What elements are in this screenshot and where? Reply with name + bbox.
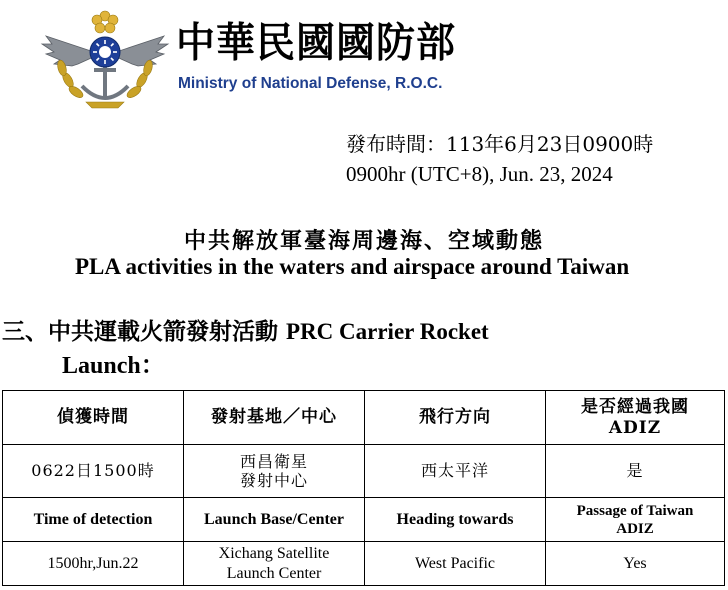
- table-cell-line: 西昌衛星: [239, 451, 308, 471]
- section-title-en-line1: PRC Carrier Rocket: [286, 319, 489, 344]
- org-name-en: Ministry of National Defense, R.O.C.: [178, 75, 443, 92]
- section-title-zh: 中共運載火箭發射活動: [48, 318, 278, 345]
- section-heading: [2, 313, 489, 346]
- table-row: [3, 542, 725, 586]
- table-cell: West Pacific: [365, 542, 546, 586]
- table-cell: [184, 445, 365, 498]
- table-cell: Yes: [546, 542, 725, 586]
- table-cell: [184, 542, 365, 586]
- table-cell-line: 發射中心: [239, 471, 308, 490]
- header-cell-line: 是否經過我國: [581, 397, 689, 418]
- header-cell: Heading towards: [365, 498, 546, 542]
- table-row: [3, 445, 725, 498]
- section-prefix: 三、: [2, 318, 48, 345]
- release-date-zh: 發布時間：113年6月23日0900時: [346, 132, 654, 156]
- mnd-emblem-icon: [38, 6, 172, 112]
- table-row: [3, 391, 725, 445]
- header-cell-line: Passage of Taiwan: [576, 502, 694, 519]
- header-cell: 飛行方向: [365, 391, 546, 445]
- header-cell: Launch Base/Center: [184, 498, 365, 542]
- report-title-zh: 中共解放軍臺海周邊海、空域動態: [183, 228, 544, 254]
- header-cell: 發射基地／中心: [184, 391, 365, 445]
- section-title-en-line2: Launch：: [62, 353, 165, 379]
- header-cell: [546, 498, 725, 542]
- report-title-en: PLA activities in the waters and airspace around Taiwan: [75, 254, 630, 279]
- header-cell: 偵獲時間: [3, 391, 184, 445]
- table-row: [3, 498, 725, 542]
- table-cell-line: Launch Center: [226, 564, 322, 582]
- header-cell-line: ADIZ: [608, 417, 662, 438]
- org-name-zh: 中華民國國防部: [176, 18, 457, 68]
- header-cell: [546, 391, 725, 445]
- header-cell: Time of detection: [3, 498, 184, 542]
- table-cell: 是: [546, 445, 725, 498]
- table-cell: 西太平洋: [365, 445, 546, 498]
- table-cell-line: Xichang Satellite: [218, 545, 330, 563]
- release-date-en: 0900hr (UTC+8), Jun. 23, 2024: [346, 162, 613, 186]
- table-cell: 0622日1500時: [3, 445, 184, 498]
- header-cell-line: ADIZ: [616, 520, 654, 537]
- table-cell: 1500hr,Jun.22: [3, 542, 184, 586]
- launch-table: [2, 390, 725, 586]
